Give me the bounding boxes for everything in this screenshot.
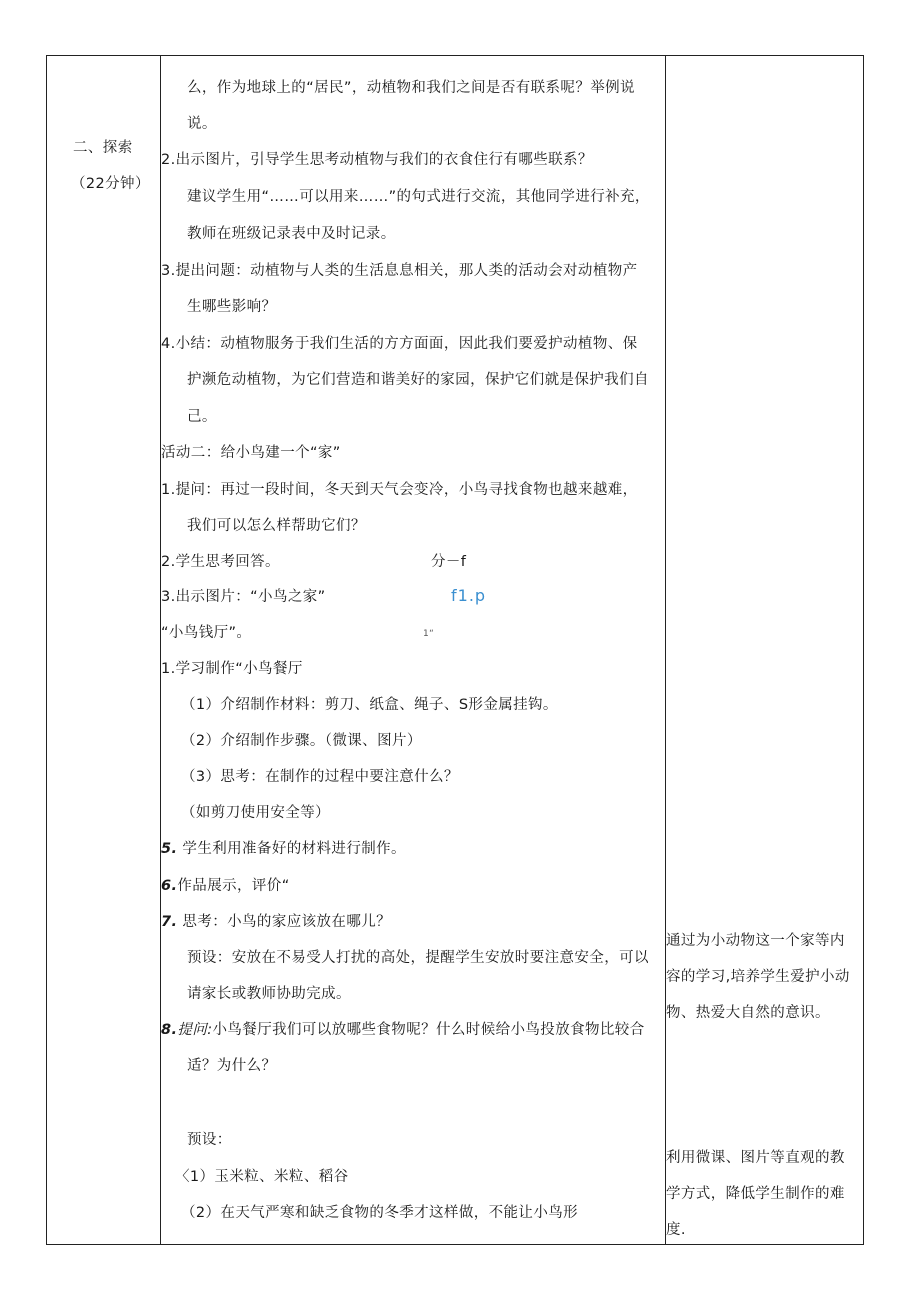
item-text: 小鸟餐厅我们可以放哪些食物呢？什么时候给小鸟投放食物比较合 [212,1022,645,1038]
content-line: 适？为什么？ [187,1058,277,1074]
section-title: 二、探索 [73,140,133,156]
content-line: 〈1）玉米粒、米粒、稻谷 [175,1169,349,1185]
content-line: 2.出示图片，引导学生思考动植物与我们的衣食住行有哪些联系？ [161,152,593,168]
content-line: 己。 [187,409,217,425]
note-line: 利用微课、图片等直观的教 [666,1150,845,1166]
content-line: （3）思考：在制作的过程中要注意什么？ [181,769,459,785]
content-line: 1.提问：再过一段时间，冬天到天气会变冷，小鸟寻找食物也越来越难， [161,482,638,498]
item-text: 作品展示，评价“ [177,878,290,894]
content-line: 4.小结：动植物服务于我们生活的方方面面，因此我们要爱护动植物、保 [161,336,638,352]
content-line: （如剪刀使用安全等） [181,805,330,821]
content-line: 生哪些影响？ [187,299,277,315]
item-number: 7. [161,914,178,930]
item-prefix: 提问: [177,1022,213,1038]
image-caption-fragment: f1.p [451,586,487,605]
lesson-table [46,55,864,1245]
content-line: （2）介绍制作步骤。（微课、图片） [181,733,422,749]
content-line [161,839,406,859]
content-line: 说。 [187,116,217,132]
content-line: （1）介绍制作材料：剪刀、纸盒、绳子、S形金属挂钩。 [181,697,558,713]
content-line: 3.出示图片：“小鸟之家” [161,589,326,605]
content-line: 建议学生用“……可以用来……”的句式进行交流，其他同学进行补充， [187,189,650,205]
column-divider [160,56,161,1244]
scan-artifact-text: 1“ [423,629,435,639]
item-number: 8. [161,1022,178,1038]
column-divider [665,56,666,1244]
content-line: 预设： [187,1132,232,1148]
activity-heading: 活动二：给小鸟建一个“家” [161,445,341,461]
scan-artifact-text: 分－f [431,554,467,570]
item-number: 5. [161,841,178,857]
section-duration: （22分钟） [71,176,150,192]
content-line: 1.学习制作“小鸟餐厅 [161,661,303,677]
content-line: 护濒危动植物，为它们营造和谐美好的家园，保护它们就是保护我们自 [187,372,649,388]
note-line: 物、热爱大自然的意识。 [666,1005,830,1021]
note-line: 容的学习,培养学生爱护小动 [666,969,850,985]
content-line: 么，作为地球上的“居民”，动植物和我们之间是否有联系呢？举例说 [187,80,635,96]
content-line [161,876,290,896]
note-line: 学方式，降低学生制作的难 [666,1186,845,1202]
note-line: 度. [666,1222,686,1238]
content-line: “小鸟钱厅”。 [161,625,252,641]
content-line: 预设：安放在不易受人打扰的高处，提醒学生安放时要注意安全，可以 [187,950,649,966]
content-line: 2.学生思考回答。 [161,554,280,570]
item-number: 6. [161,878,178,894]
content-line: 请家长或教师协助完成。 [187,986,351,1002]
note-line: 通过为小动物这一个家等内 [666,933,845,949]
content-line: 教师在班级记录表中及时记录。 [187,226,396,242]
content-line [161,912,391,932]
content-line: 3.提出问题：动植物与人类的生活息息相关，那人类的活动会对动植物产 [161,263,638,279]
content-line: 我们可以怎么样帮助它们？ [187,518,366,534]
content-line: （2）在天气严寒和缺乏食物的冬季才这样做，不能让小鸟形 [181,1205,579,1221]
item-text: 学生利用准备好的材料进行制作。 [182,841,406,857]
item-text: 思考：小鸟的家应该放在哪儿？ [182,914,392,930]
content-line [161,1020,645,1040]
